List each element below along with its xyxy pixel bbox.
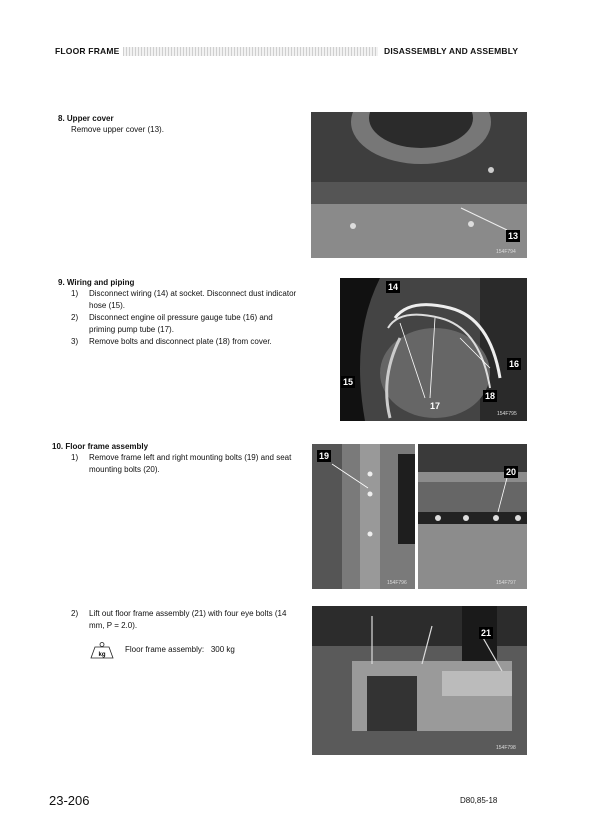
header-band (123, 47, 378, 56)
step-10-title: 10. Floor frame assembly (52, 442, 149, 451)
photo-wiring-piping (340, 278, 527, 421)
photo-code: 154F797 (496, 580, 516, 586)
callout-15: 15 (343, 377, 354, 387)
photo-code: 154F798 (496, 745, 516, 751)
photo-upper-cover (311, 112, 527, 258)
photo-frame-mounting-bolts-image (312, 444, 415, 589)
photo-floor-frame-lift (312, 606, 527, 755)
callout-14: 14 (388, 282, 399, 292)
callout-19: 19 (319, 451, 330, 461)
model-code: D80,85-18 (460, 796, 498, 805)
callout-13: 13 (508, 231, 519, 241)
step-8-title: 8. Upper cover (58, 114, 114, 123)
weight-icon (89, 641, 115, 659)
photo-seat-mounting-bolts (418, 444, 527, 589)
step-10-item-2: 2) Lift out floor frame assembly (21) with four eye bolts (14 mm, P = 2.0). (71, 609, 287, 630)
page-number: 23-206 (49, 793, 90, 808)
chapter-title: DISASSEMBLY AND ASSEMBLY (384, 46, 519, 56)
photo-code: 154F794 (496, 249, 516, 255)
section-title: FLOOR FRAME (55, 46, 120, 56)
step-9-item-2: 2) Disconnect engine oil pressure gauge tube (16) and priming pump tube (17). (71, 313, 273, 334)
photo-frame-mounting-bolts (312, 444, 415, 589)
callout-18: 18 (485, 391, 496, 401)
weight-spec: Floor frame assembly: 300 kg (125, 645, 235, 654)
svg-text:kg: kg (98, 652, 106, 658)
callout-17: 17 (430, 401, 441, 411)
callout-20: 20 (506, 467, 517, 477)
callout-21: 21 (481, 628, 492, 638)
step-10-item-1: 1) Remove frame left and right mounting bolts (19) and seat mounting bolts (20). (71, 453, 292, 474)
step-8-text: Remove upper cover (13). (71, 125, 164, 134)
photo-floor-frame-lift-image (312, 606, 527, 755)
photo-code: 154F795 (497, 411, 517, 417)
photo-upper-cover-image (311, 112, 527, 258)
photo-code: 154F796 (387, 580, 407, 586)
step-9-item-1: 1) Disconnect wiring (14) at socket. Disconnect dust indicator hose (15). (71, 289, 297, 310)
step-9-title: 9. Wiring and piping (58, 278, 135, 287)
callout-16: 16 (509, 359, 520, 369)
step-9-item-3: 3) Remove bolts and disconnect plate (18) from cover. (71, 337, 272, 346)
